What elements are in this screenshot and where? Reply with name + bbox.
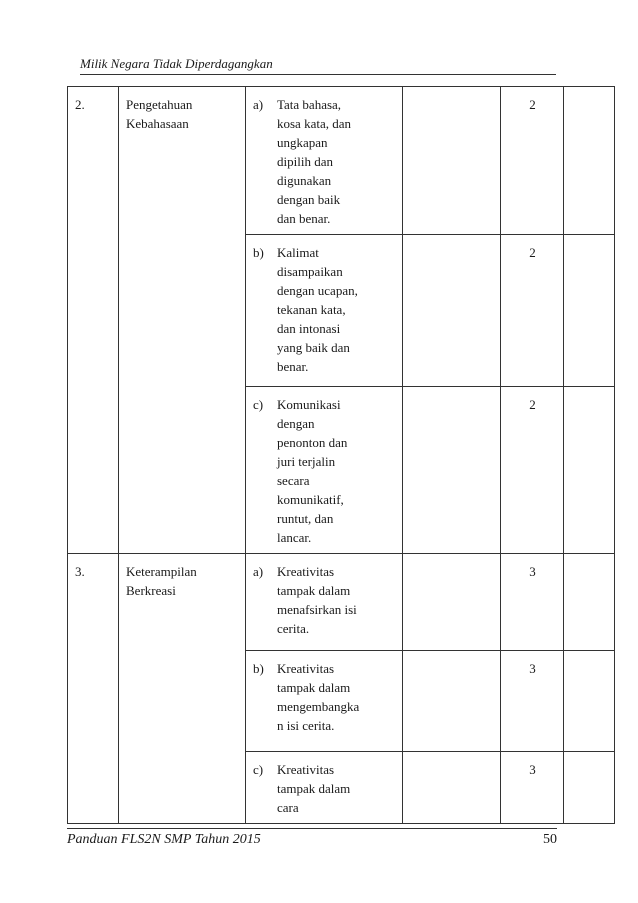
page-number: 50 [543, 832, 557, 847]
criterion-text: Kreativitas tampak dalam menafsirkan isi cerita. [277, 564, 357, 636]
score-cell: 3 [501, 752, 564, 824]
footer-title: Panduan FLS2N SMP Tahun 2015 [67, 832, 261, 847]
criterion-text: Tata bahasa, kosa kata, dan ungkapan dipilih dan digunakan dengan baik dan benar. [277, 97, 352, 226]
rubric-table [67, 86, 615, 824]
criterion-text: Kreativitas tampak dalam mengembangka n isi cerita. [277, 661, 360, 733]
row-number: 2. [68, 87, 119, 554]
page-header: Milik Negara Tidak Diperdagangkan [80, 56, 556, 75]
criterion-cell [246, 651, 403, 752]
score-cell: 3 [501, 554, 564, 651]
table-row [68, 554, 615, 651]
criterion-letter: b) [253, 245, 264, 260]
empty-cell [564, 752, 615, 824]
empty-cell [564, 387, 615, 554]
empty-cell [403, 554, 501, 651]
aspect-cell [119, 87, 246, 554]
table-row [68, 87, 615, 235]
empty-cell [403, 752, 501, 824]
criterion-letter: a) [253, 564, 264, 579]
row-number: 3. [68, 554, 119, 824]
rubric-table-container [67, 86, 567, 824]
empty-cell [403, 87, 501, 235]
empty-cell [403, 235, 501, 387]
empty-cell [403, 651, 501, 752]
criterion-letter: a) [253, 97, 264, 112]
score-cell: 2 [501, 87, 564, 235]
empty-cell [564, 87, 615, 235]
empty-cell [564, 554, 615, 651]
criterion-cell [246, 554, 403, 651]
criterion-letter: c) [253, 397, 264, 412]
score-cell: 2 [501, 387, 564, 554]
aspect-cell [119, 554, 246, 824]
aspect-label: Pengetahuan Kebahasaan [126, 97, 193, 131]
criterion-letter: b) [253, 661, 264, 676]
empty-cell [403, 387, 501, 554]
page-footer [67, 828, 557, 848]
criterion-cell [246, 87, 403, 235]
criterion-cell [246, 387, 403, 554]
criterion-cell [246, 752, 403, 824]
empty-cell [564, 235, 615, 387]
criterion-text: Kreativitas tampak dalam cara [277, 762, 351, 815]
score-cell: 3 [501, 651, 564, 752]
criterion-letter: c) [253, 762, 264, 777]
criterion-text: Komunikasi dengan penonton dan juri terjalin secara komunikatif, runtut, dan lancar. [277, 397, 348, 545]
criterion-cell [246, 235, 403, 387]
score-cell: 2 [501, 235, 564, 387]
empty-cell [564, 651, 615, 752]
criterion-text: Kalimat disampaikan dengan ucapan, tekanan kata, dan intonasi yang baik dan benar. [277, 245, 358, 374]
aspect-label: Keterampilan Berkreasi [126, 564, 197, 598]
